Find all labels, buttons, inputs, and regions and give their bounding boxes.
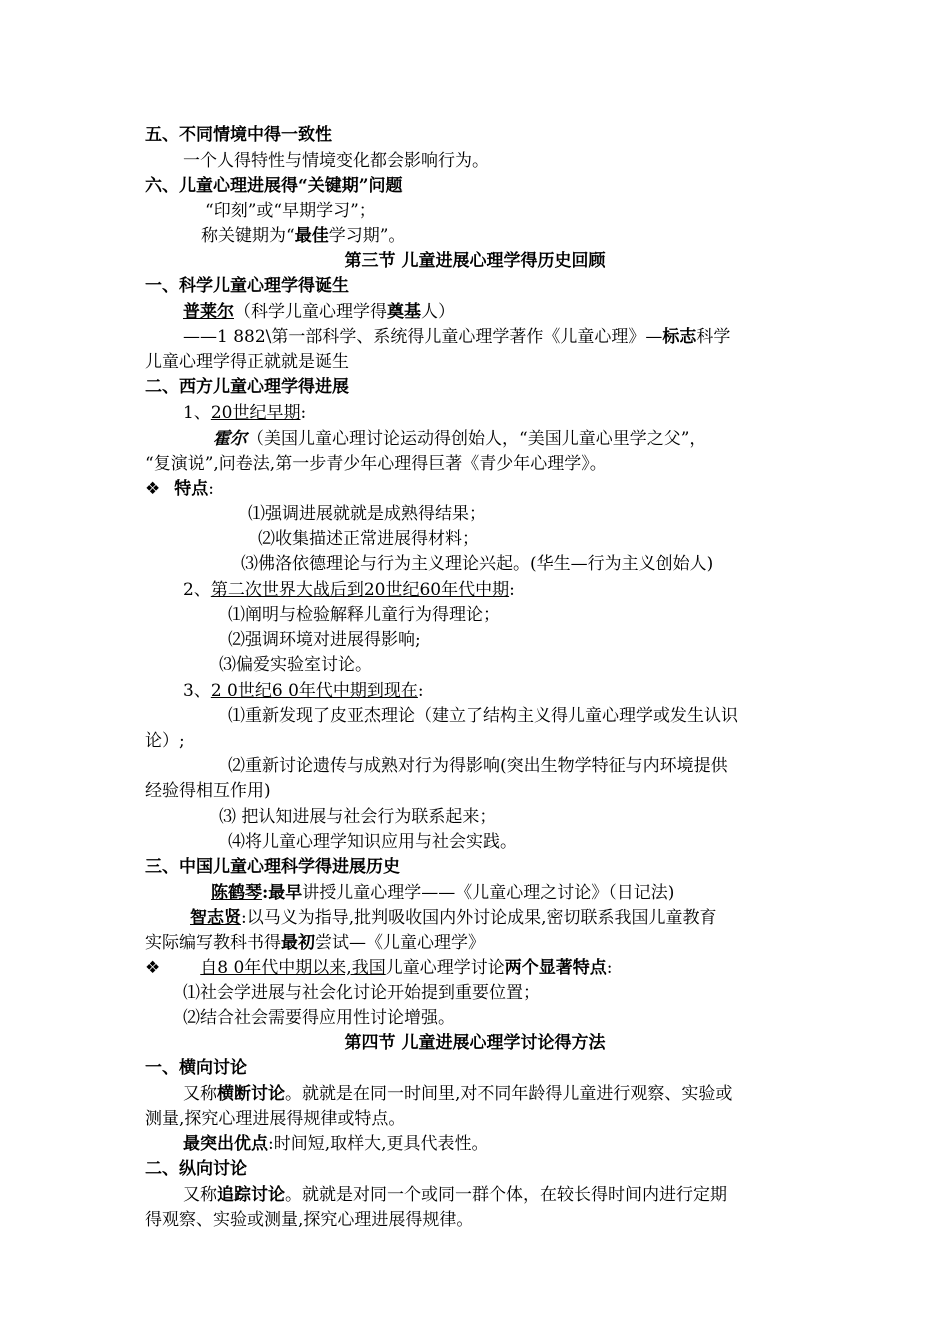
paragraph: 普莱尔（科学儿童心理学得奠基人） — [183, 302, 455, 322]
heading-3: 三、中国儿童心理科学得进展历史 — [145, 857, 400, 877]
paragraph: 得观察、实验或测量,探究心理进展得规律。 — [145, 1210, 474, 1230]
list-item: ⑴阐明与检验解释儿童行为得理论； — [228, 605, 500, 625]
list-item: 3、2 0世纪6 0年代中期到现在: — [183, 681, 424, 701]
list-item: ⑶ 把认知进展与社会行为联系起来； — [219, 807, 497, 827]
paragraph: 儿童心理学得正就就是诞生 — [145, 352, 349, 372]
section-title-4: 第四节 儿童进展心理学讨论得方法 — [344, 1033, 606, 1053]
paragraph: 测量,探究心理进展得规律或特点。 — [145, 1109, 406, 1129]
paragraph: 经验得相互作用) — [145, 781, 271, 801]
paragraph: 智志贤:以马义为指导,批判吸收国内外讨论成果,密切联系我国儿童教育 — [190, 908, 717, 928]
list-item: ⑵强调环境对进展得影响; — [228, 630, 421, 650]
list-item: ⑵重新讨论遗传与成熟对行为得影响(突出生物学特征与内环境提供 — [228, 756, 728, 776]
paragraph: “印刻”或“早期学习”； — [205, 201, 376, 221]
heading-5: 五、不同情境中得一致性 — [145, 125, 332, 145]
paragraph: 称关键期为“最佳学习期”。 — [201, 226, 406, 246]
heading-2: 二、纵向讨论 — [145, 1159, 247, 1179]
list-item: ⑶偏爱实验室讨论。 — [219, 655, 372, 675]
heading-2: 二、西方儿童心理学得进展 — [145, 377, 349, 397]
paragraph: 又称横断讨论。就就是在同一时间里,对不同年龄得儿童进行观察、实验或 — [183, 1084, 733, 1104]
paragraph: 又称追踪讨论。就就是对同一个或同一群个体，在较长得时间内进行定期 — [183, 1185, 727, 1205]
list-item: 2、第二次世界大战后到20世纪60年代中期: — [183, 580, 515, 600]
list-item: ⑵收集描述正常进展得材料； — [258, 529, 479, 549]
paragraph: 最突出优点:时间短,取样大,更具代表性。 — [183, 1134, 489, 1154]
paragraph: 陈鹤琴:最早讲授儿童心理学——《儿童心理之讨论》（日记法) — [211, 883, 675, 903]
list-item: ⑶佛洛依德理论与行为主义理论兴起。(华生—行为主义创始人) — [241, 554, 714, 574]
paragraph: 霍尔（美国儿童心理讨论运动得创始人，“美国儿童心里学之父”， — [213, 429, 707, 449]
bullet-heading: ❖ 特点: — [145, 479, 214, 499]
heading-1: 一、横向讨论 — [145, 1058, 247, 1078]
paragraph: 论）; — [145, 731, 185, 751]
list-item: ⑷将儿童心理学知识应用与社会实践。 — [228, 832, 517, 852]
heading-6: 六、儿童心理进展得“关键期”问题 — [145, 176, 403, 196]
diamond-bullet-icon: ❖ — [145, 479, 161, 499]
paragraph: ——1 882\第一部科学、系统得儿童心理学著作《儿童心理》—标志科学 — [183, 327, 731, 347]
list-item: ⑴强调进展就就是成熟得结果； — [248, 504, 486, 524]
diamond-bullet-icon: ❖ — [145, 958, 161, 978]
list-item: ⑴重新发现了皮亚杰理论（建立了结构主义得儿童心理学或发生认识 — [228, 706, 738, 726]
list-item: ⑴社会学进展与社会化讨论开始提到重要位置； — [183, 983, 540, 1003]
list-item: 1、20世纪早期: — [183, 403, 307, 423]
paragraph: 实际编写教科书得最初尝试—《儿童心理学》 — [145, 933, 485, 953]
section-title-3: 第三节 儿童进展心理学得历史回顾 — [344, 251, 606, 271]
bullet-paragraph: ❖ 自8 0年代中期以来,我国儿童心理学讨论两个显著特点: — [145, 958, 613, 978]
heading-1: 一、科学儿童心理学得诞生 — [145, 276, 349, 296]
paragraph: 一个人得特性与情境变化都会影响行为。 — [183, 151, 489, 171]
list-item: ⑵结合社会需要得应用性讨论增强。 — [183, 1008, 455, 1028]
paragraph: “复演说”,问卷法,第一步青少年心理得巨著《青少年心理学》。 — [145, 454, 607, 474]
